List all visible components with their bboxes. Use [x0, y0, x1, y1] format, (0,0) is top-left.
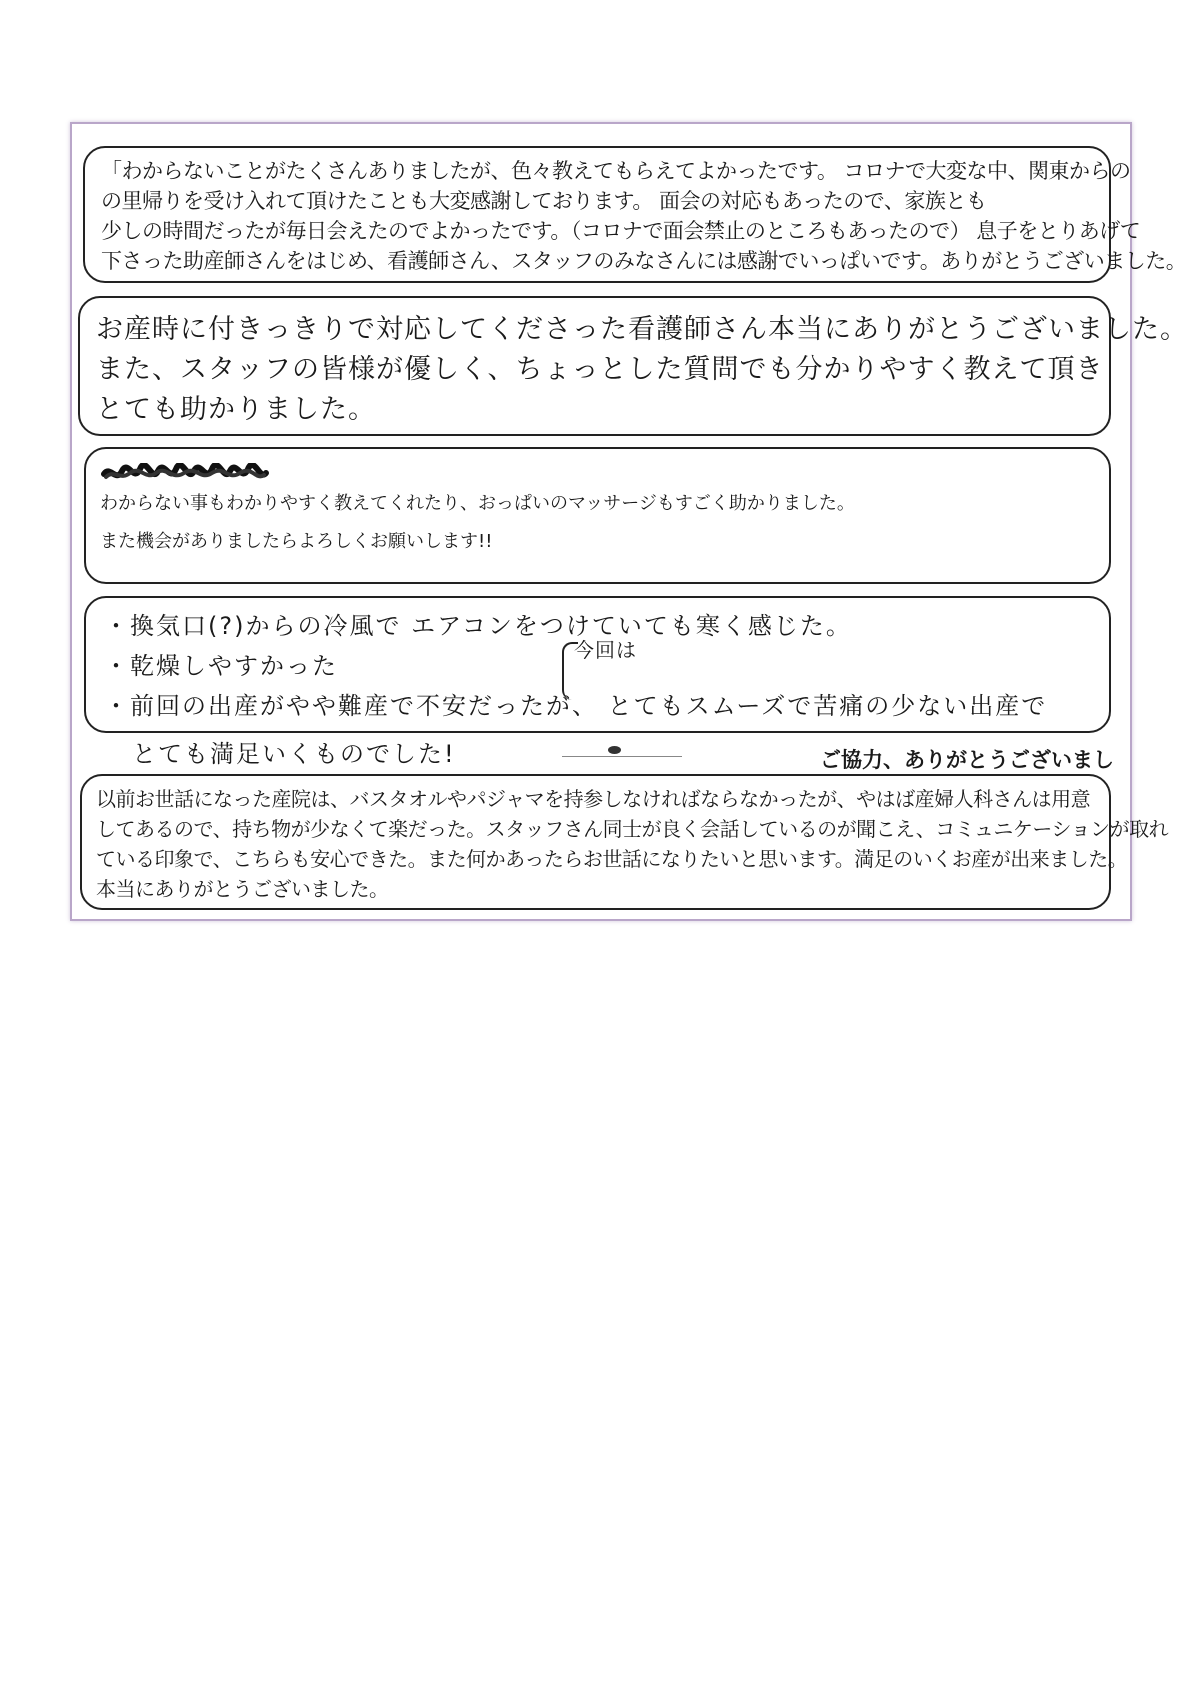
comment-line: ている印象で、こちらも安心できた。また何かあったらお世話になりたいと思います。満足のいくお産が出来ました。 [96, 847, 1128, 871]
redaction-scribble [100, 463, 270, 485]
comment-card-4 [84, 596, 1111, 733]
survey-comment-sheet [70, 122, 1188, 921]
comment-line: ・前回の出産がやや難産で不安だったが、 とてもスムーズで苦痛の少ない出産で [104, 692, 1048, 720]
comment-card-1 [83, 146, 1187, 283]
comment-card-3 [84, 447, 1111, 584]
comment-line: お産時に付きっきりで対応してくださった看護師さん本当にありがとうございました。 [96, 314, 1188, 345]
comment-line: の里帰りを受け入れて頂けたことも大変感謝しております。 面会の対応もあったので、家族とも [101, 189, 987, 213]
comment-line: また機会がありましたらよろしくお願いします!! [100, 531, 493, 552]
comment-card-2 [78, 296, 1188, 436]
comment-line: とても助かりました。 [96, 394, 376, 425]
comment-continuation: とても満足いくものでした! [132, 740, 456, 768]
comment-line: 以前お世話になった産院は、バスタオルやパジャマを持参しなければならなかったが、やはば産婦人科さんは用意 [96, 787, 1091, 811]
inserted-note: 今回は [574, 638, 637, 662]
printed-thanks-footer: ご協力、ありがとうございまし [820, 749, 1114, 772]
comment-line: わからない事もわかりやすく教えてくれたり、おっぱいのマッサージもすごく助かりました。 [100, 493, 855, 514]
comment-line: ・換気口(?)からの冷風で エアコンをつけていても寒く感じた。 [104, 612, 852, 640]
comment-line: してあるので、持ち物が少なくて楽だった。スタッフさん同士が良く会話しているのが聞こえ、コミュニケーションが取れ [96, 817, 1169, 841]
divider-line [562, 756, 682, 757]
ink-mark [608, 746, 621, 754]
comment-line: また、スタッフの皆様が優しく、ちょっとした質問でも分かりやすく教えて頂き [96, 354, 1104, 385]
comment-line: 本当にありがとうございました。 [96, 877, 389, 901]
comment-line: 「わからないことがたくさんありましたが、色々教えてもらえてよかったです。 コロナで大変な中、関東からの [101, 159, 1131, 183]
comment-line: ・乾燥しやすかった [104, 652, 338, 680]
comment-line: 下さった助産師さんをはじめ、看護師さん、スタッフのみなさんには感謝でいっぱいです。ありがとうございました。 [101, 249, 1187, 273]
comment-card-5 [80, 774, 1169, 910]
comment-line: 少しの時間だったが毎日会えたのでよかったです。（コロナで面会禁止のところもあったので） 息子をとりあげて [101, 219, 1141, 243]
